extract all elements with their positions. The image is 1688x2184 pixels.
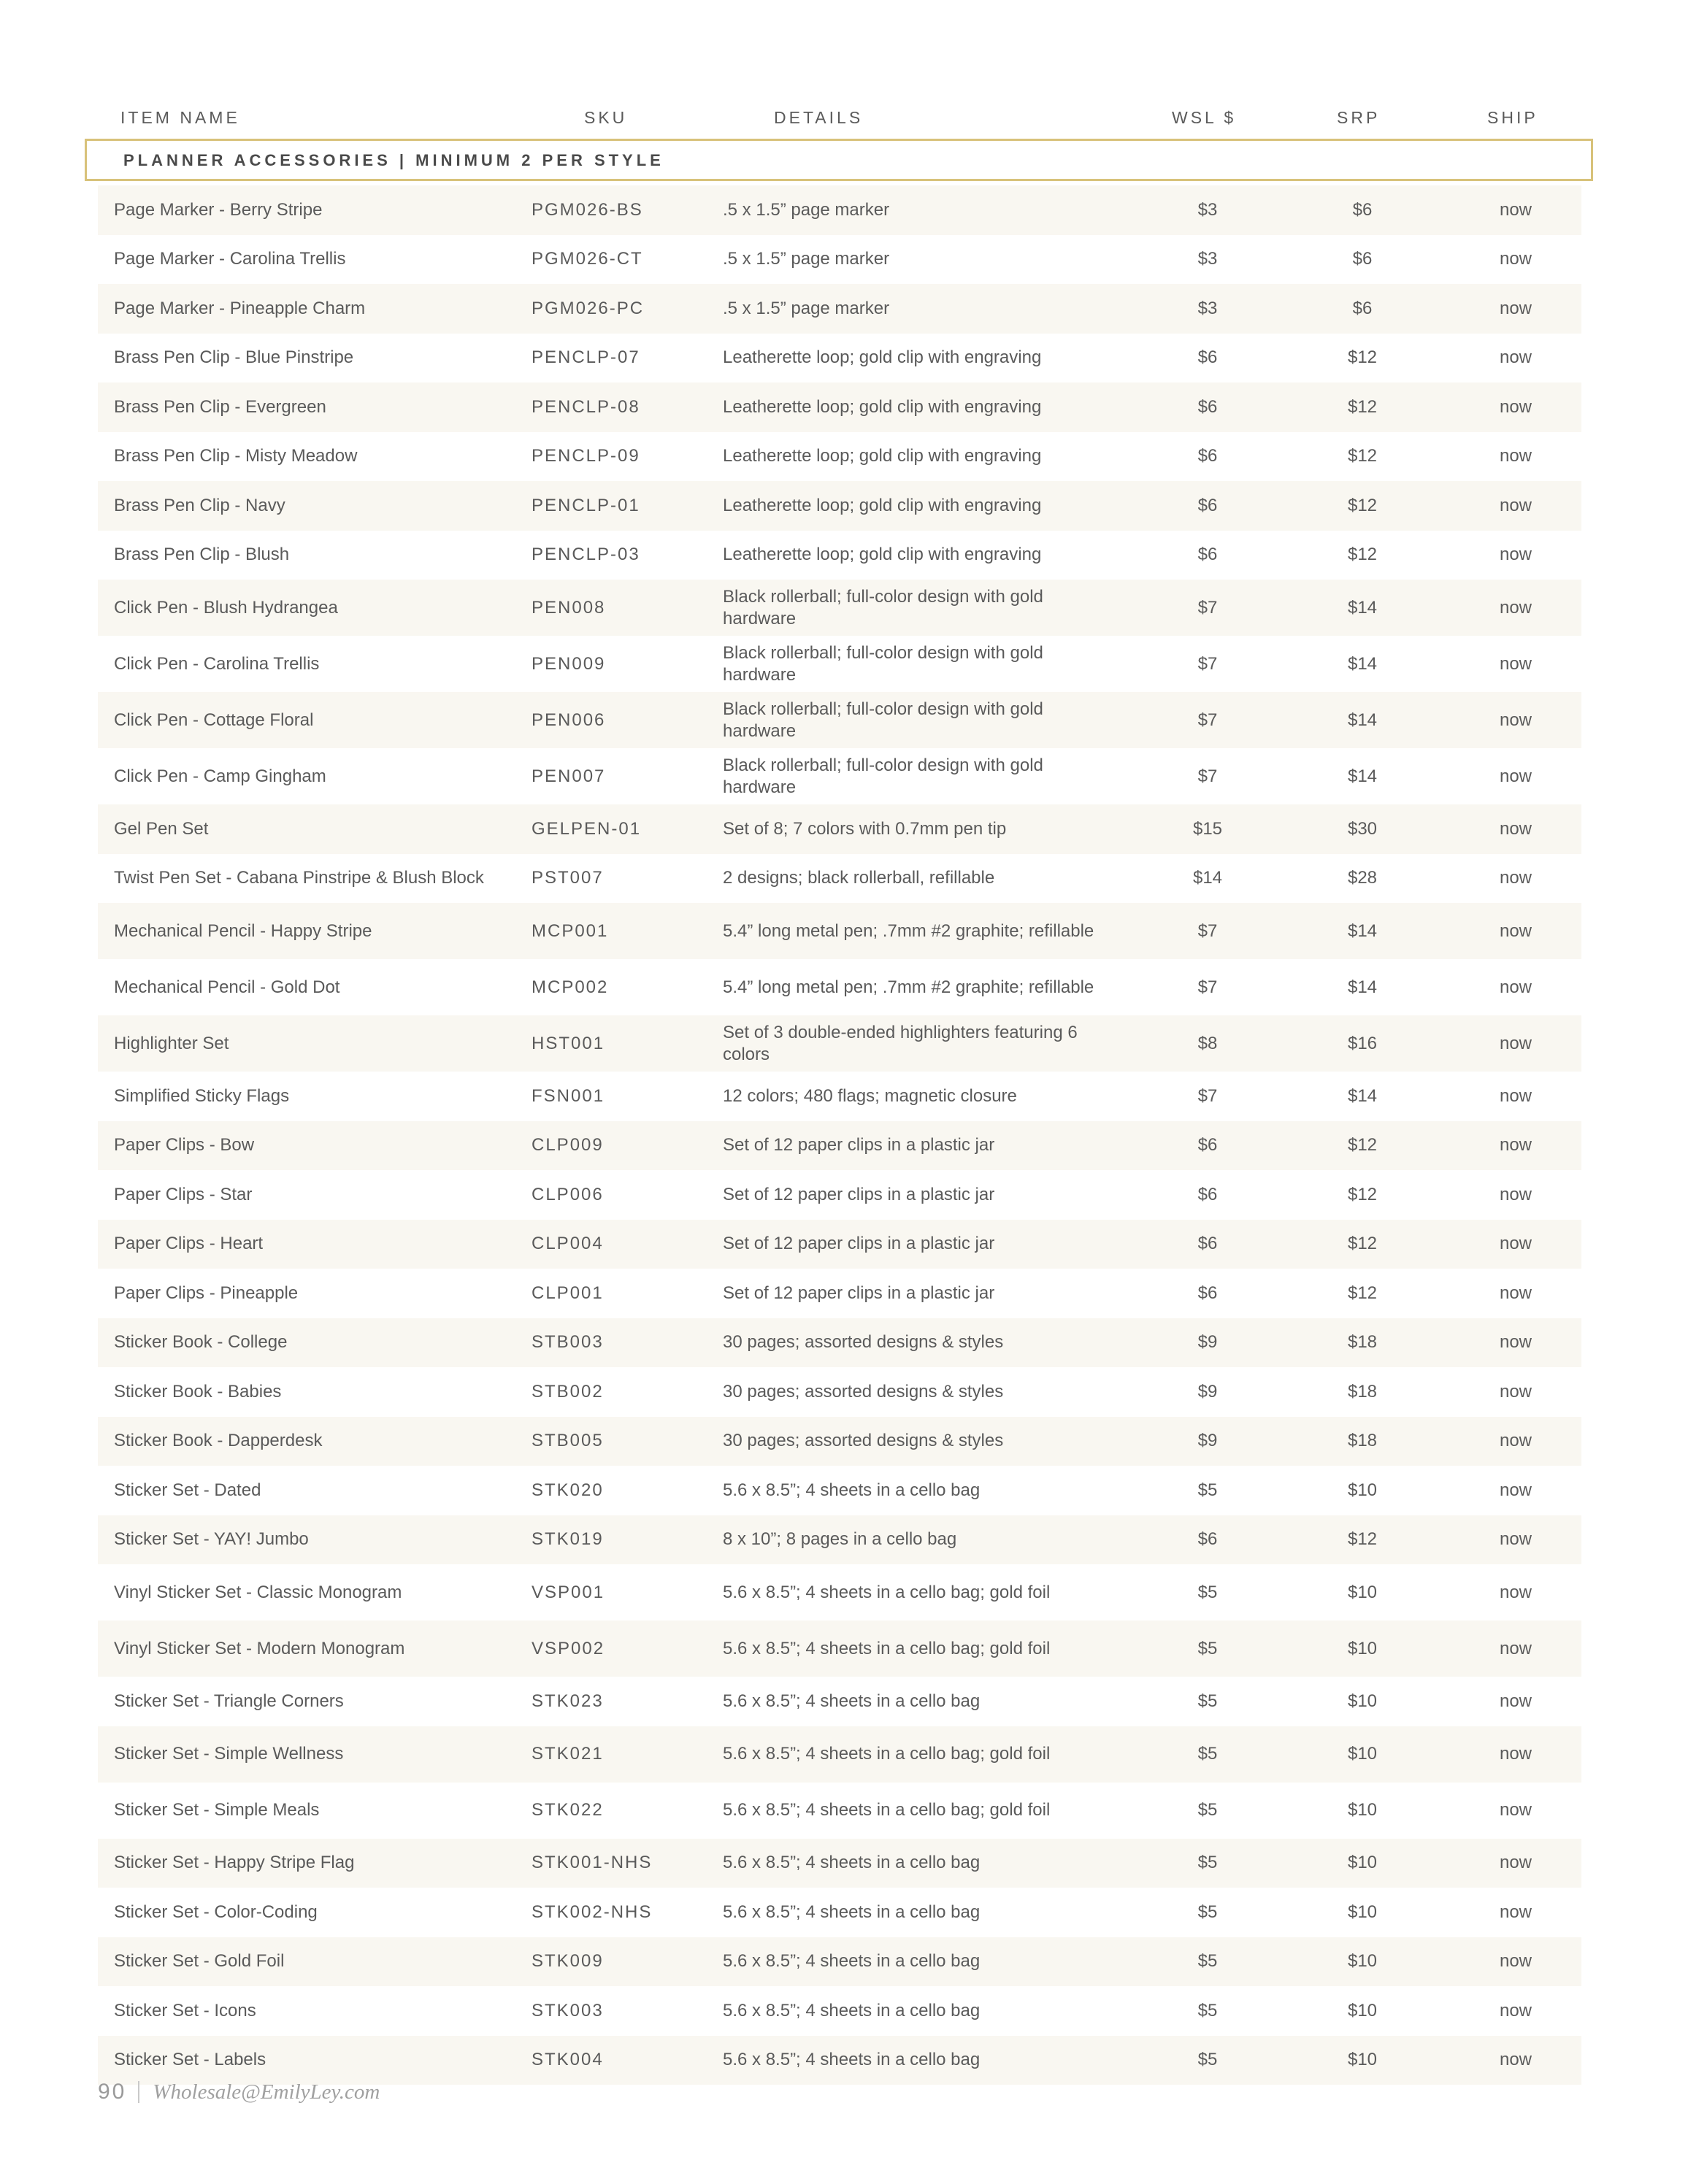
srp-price-cell: $30 xyxy=(1347,818,1378,839)
srp-price-cell: $14 xyxy=(1347,597,1378,618)
sku-cell: PENCLP-09 xyxy=(532,446,640,466)
ship-cell: now xyxy=(1499,1582,1532,1602)
srp-price-cell: $12 xyxy=(1347,347,1378,368)
item-name-cell: Page Marker - Berry Stripe xyxy=(114,199,323,220)
details-cell: 5.6 x 8.5”; 4 sheets in a cello bag; gold foil xyxy=(723,1638,1051,1658)
details-cell: 30 pages; assorted designs & styles xyxy=(723,1431,1004,1451)
details-cell: 5.6 x 8.5”; 4 sheets in a cello bag; gold foil xyxy=(723,1582,1051,1602)
ship-cell: now xyxy=(1499,1638,1532,1658)
srp-price-cell: $12 xyxy=(1347,396,1378,417)
wsl-price-cell: $6 xyxy=(1197,1184,1218,1204)
item-name-cell: Brass Pen Clip - Blue Pinstripe xyxy=(114,347,354,368)
sku-cell: PENCLP-01 xyxy=(532,495,640,515)
item-name-cell: Paper Clips - Pineapple xyxy=(114,1283,299,1303)
table-row xyxy=(98,580,1581,636)
srp-price-cell: $14 xyxy=(1347,653,1378,674)
ship-cell: now xyxy=(1499,347,1532,368)
ship-cell: now xyxy=(1499,199,1532,220)
details-cell: 5.6 x 8.5”; 4 sheets in a cello bag xyxy=(723,1853,981,1873)
wsl-price-cell: $5 xyxy=(1197,2050,1218,2070)
details-cell: 5.6 x 8.5”; 4 sheets in a cello bag xyxy=(723,1902,981,1922)
wsl-price-cell: $6 xyxy=(1197,495,1218,515)
column-header-srp: SRP xyxy=(1337,108,1381,127)
sku-cell: PGM026-BS xyxy=(532,199,643,220)
ship-cell: now xyxy=(1499,920,1532,941)
sku-cell: CLP001 xyxy=(532,1283,604,1303)
srp-price-cell: $18 xyxy=(1347,1381,1378,1401)
table-row xyxy=(98,1515,1581,1565)
sku-cell: HST001 xyxy=(532,1033,605,1053)
item-name-cell: Click Pen - Cottage Floral xyxy=(114,710,314,730)
item-name-cell: Click Pen - Camp Gingham xyxy=(114,766,326,786)
sku-cell: MCP001 xyxy=(532,920,609,941)
table-row xyxy=(98,1170,1581,1220)
column-header-row xyxy=(0,108,1688,137)
sku-cell: PEN007 xyxy=(532,766,606,786)
sku-cell: CLP004 xyxy=(532,1234,604,1254)
srp-price-cell: $14 xyxy=(1347,766,1378,786)
wsl-price-cell: $5 xyxy=(1197,2000,1218,2020)
wsl-price-cell: $3 xyxy=(1197,298,1218,318)
ship-cell: now xyxy=(1499,1691,1532,1711)
details-cell: 5.6 x 8.5”; 4 sheets in a cello bag; gold foil xyxy=(723,1800,1051,1820)
sku-cell: PST007 xyxy=(532,868,604,888)
wsl-price-cell: $6 xyxy=(1197,446,1218,466)
details-cell: 2 designs; black rollerball, refillable xyxy=(723,868,995,888)
item-name-cell: Sticker Set - Icons xyxy=(114,2000,256,2020)
srp-price-cell: $6 xyxy=(1352,298,1373,318)
item-name-cell: Sticker Book - Babies xyxy=(114,1381,282,1401)
details-cell: Leatherette loop; gold clip with engraving xyxy=(723,347,1042,368)
item-name-cell: Paper Clips - Star xyxy=(114,1184,253,1204)
table-row xyxy=(98,1726,1581,1783)
srp-price-cell: $14 xyxy=(1347,1085,1378,1106)
sku-cell: STK023 xyxy=(532,1691,604,1711)
sku-cell: STK021 xyxy=(532,1744,604,1764)
ship-cell: now xyxy=(1499,1744,1532,1764)
srp-price-cell: $18 xyxy=(1347,1332,1378,1353)
wsl-price-cell: $15 xyxy=(1192,818,1223,839)
ship-cell: now xyxy=(1499,545,1532,565)
item-name-cell: Sticker Set - Triangle Corners xyxy=(114,1691,344,1711)
wsl-price-cell: $5 xyxy=(1197,1691,1218,1711)
ship-cell: now xyxy=(1499,1332,1532,1353)
ship-cell: now xyxy=(1499,1800,1532,1820)
section-header-box xyxy=(85,139,1593,181)
table-row xyxy=(98,1888,1581,1937)
table-row xyxy=(98,1466,1581,1515)
table-row xyxy=(98,692,1581,748)
table-row xyxy=(98,1072,1581,1121)
details-cell: Set of 12 paper clips in a plastic jar xyxy=(723,1234,995,1254)
item-name-cell: Sticker Set - Color-Coding xyxy=(114,1902,318,1922)
item-name-cell: Twist Pen Set - Cabana Pinstripe & Blush Block xyxy=(114,868,484,888)
sku-cell: PENCLP-08 xyxy=(532,396,640,417)
sku-cell: STB002 xyxy=(532,1381,604,1401)
srp-price-cell: $10 xyxy=(1347,1691,1378,1711)
wsl-price-cell: $7 xyxy=(1197,920,1218,941)
item-name-cell: Sticker Book - Dapperdesk xyxy=(114,1431,323,1451)
details-cell: .5 x 1.5” page marker xyxy=(723,199,890,220)
wsl-price-cell: $7 xyxy=(1197,710,1218,730)
srp-price-cell: $10 xyxy=(1347,1480,1378,1500)
details-cell: 5.6 x 8.5”; 4 sheets in a cello bag xyxy=(723,1691,981,1711)
table-row xyxy=(98,854,1581,904)
sku-cell: VSP002 xyxy=(532,1638,605,1658)
item-name-cell: Paper Clips - Heart xyxy=(114,1234,264,1254)
footer-divider xyxy=(138,2081,139,2103)
item-name-cell: Highlighter Set xyxy=(114,1033,229,1053)
details-cell: 5.6 x 8.5”; 4 sheets in a cello bag xyxy=(723,2050,981,2070)
table-row xyxy=(98,235,1581,285)
srp-price-cell: $14 xyxy=(1347,710,1378,730)
sku-cell: PENCLP-07 xyxy=(532,347,640,368)
table-row xyxy=(98,1620,1581,1677)
ship-cell: now xyxy=(1499,1135,1532,1156)
table-row xyxy=(98,1783,1581,1839)
item-name-cell: Mechanical Pencil - Happy Stripe xyxy=(114,920,372,941)
ship-cell: now xyxy=(1499,1853,1532,1873)
wsl-price-cell: $6 xyxy=(1197,396,1218,417)
ship-cell: now xyxy=(1499,653,1532,674)
item-name-cell: Sticker Set - Simple Meals xyxy=(114,1800,320,1820)
item-name-cell: Brass Pen Clip - Evergreen xyxy=(114,396,326,417)
sku-cell: PEN009 xyxy=(532,653,606,674)
wsl-price-cell: $5 xyxy=(1197,1902,1218,1922)
srp-price-cell: $10 xyxy=(1347,1744,1378,1764)
table-row xyxy=(98,1839,1581,1888)
column-header-wsl: WSL $ xyxy=(1172,108,1237,127)
wsl-price-cell: $9 xyxy=(1197,1431,1218,1451)
ship-cell: now xyxy=(1499,1085,1532,1106)
sku-cell: STK003 xyxy=(532,2000,604,2020)
item-name-cell: Click Pen - Carolina Trellis xyxy=(114,653,320,674)
table-row xyxy=(98,1318,1581,1368)
wsl-price-cell: $7 xyxy=(1197,1085,1218,1106)
table-row xyxy=(98,804,1581,854)
ship-cell: now xyxy=(1499,1951,1532,1972)
sku-cell: STB005 xyxy=(532,1431,604,1451)
sku-cell: PEN008 xyxy=(532,597,606,618)
item-name-cell: Brass Pen Clip - Blush xyxy=(114,545,290,565)
srp-price-cell: $12 xyxy=(1347,545,1378,565)
wsl-price-cell: $8 xyxy=(1197,1033,1218,1053)
table-row xyxy=(98,1220,1581,1269)
ship-cell: now xyxy=(1499,1184,1532,1204)
srp-price-cell: $10 xyxy=(1347,1800,1378,1820)
table-row xyxy=(98,1564,1581,1620)
table-row xyxy=(98,1121,1581,1171)
srp-price-cell: $10 xyxy=(1347,1951,1378,1972)
section-title: PLANNER ACCESSORIES | MINIMUM 2 PER STYLE xyxy=(123,151,664,169)
sku-cell: CLP006 xyxy=(532,1184,604,1204)
item-name-cell: Paper Clips - Bow xyxy=(114,1135,255,1156)
sku-cell: CLP009 xyxy=(532,1135,604,1156)
wsl-price-cell: $9 xyxy=(1197,1381,1218,1401)
details-cell: 8 x 10”; 8 pages in a cello bag xyxy=(723,1529,957,1550)
table-row xyxy=(98,1015,1581,1072)
details-cell: Black rollerball; full-color design with gold hardware xyxy=(723,699,1043,741)
table-row xyxy=(98,531,1581,580)
item-name-cell: Sticker Set - Happy Stripe Flag xyxy=(114,1853,355,1873)
ship-cell: now xyxy=(1499,710,1532,730)
item-name-cell: Sticker Book - College xyxy=(114,1332,288,1353)
srp-price-cell: $10 xyxy=(1347,1582,1378,1602)
details-cell: Leatherette loop; gold clip with engraving xyxy=(723,446,1042,466)
item-name-cell: Gel Pen Set xyxy=(114,818,209,839)
ship-cell: now xyxy=(1499,1902,1532,1922)
item-name-cell: Sticker Set - Gold Foil xyxy=(114,1951,285,1972)
wsl-price-cell: $6 xyxy=(1197,347,1218,368)
details-cell: .5 x 1.5” page marker xyxy=(723,298,890,318)
sku-cell: PENCLP-03 xyxy=(532,545,640,565)
details-cell: Black rollerball; full-color design with gold hardware xyxy=(723,755,1043,797)
wsl-price-cell: $5 xyxy=(1197,1951,1218,1972)
item-name-cell: Page Marker - Carolina Trellis xyxy=(114,249,346,269)
details-cell: 30 pages; assorted designs & styles xyxy=(723,1332,1004,1353)
ship-cell: now xyxy=(1499,1234,1532,1254)
srp-price-cell: $6 xyxy=(1352,199,1373,220)
ship-cell: now xyxy=(1499,396,1532,417)
ship-cell: now xyxy=(1499,446,1532,466)
srp-price-cell: $12 xyxy=(1347,1529,1378,1550)
srp-price-cell: $10 xyxy=(1347,2050,1378,2070)
wsl-price-cell: $5 xyxy=(1197,1582,1218,1602)
details-cell: Leatherette loop; gold clip with engraving xyxy=(723,495,1042,515)
table-row xyxy=(98,382,1581,432)
srp-price-cell: $14 xyxy=(1347,977,1378,997)
wholesale-email-link[interactable]: Wholesale@EmilyLey.com xyxy=(153,2080,380,2104)
table-row xyxy=(98,1269,1581,1318)
item-name-cell: Vinyl Sticker Set - Modern Monogram xyxy=(114,1638,405,1658)
table-row xyxy=(98,1367,1581,1417)
ship-cell: now xyxy=(1499,818,1532,839)
wsl-price-cell: $9 xyxy=(1197,1332,1218,1353)
ship-cell: now xyxy=(1499,2000,1532,2020)
table-row xyxy=(98,748,1581,804)
ship-cell: now xyxy=(1499,249,1532,269)
item-name-cell: Sticker Set - YAY! Jumbo xyxy=(114,1529,309,1550)
wsl-price-cell: $5 xyxy=(1197,1744,1218,1764)
sku-cell: STK002-NHS xyxy=(532,1902,653,1922)
srp-price-cell: $18 xyxy=(1347,1431,1378,1451)
table-row xyxy=(98,432,1581,482)
details-cell: Set of 8; 7 colors with 0.7mm pen tip xyxy=(723,818,1007,839)
srp-price-cell: $12 xyxy=(1347,1234,1378,1254)
details-cell: .5 x 1.5” page marker xyxy=(723,249,890,269)
wsl-price-cell: $6 xyxy=(1197,1234,1218,1254)
details-cell: 5.4” long metal pen; .7mm #2 graphite; refillable xyxy=(723,920,1094,941)
page-number: 90 xyxy=(98,2080,127,2104)
ship-cell: now xyxy=(1499,977,1532,997)
sku-cell: STK019 xyxy=(532,1529,604,1550)
item-name-cell: Mechanical Pencil - Gold Dot xyxy=(114,977,340,997)
column-header-item-name: ITEM NAME xyxy=(120,108,240,127)
ship-cell: now xyxy=(1499,1480,1532,1500)
table-row xyxy=(98,1677,1581,1726)
wsl-price-cell: $5 xyxy=(1197,1638,1218,1658)
details-cell: 12 colors; 480 flags; magnetic closure xyxy=(723,1085,1017,1106)
sku-cell: PEN006 xyxy=(532,710,606,730)
details-cell: 5.6 x 8.5”; 4 sheets in a cello bag xyxy=(723,1951,981,1972)
ship-cell: now xyxy=(1499,766,1532,786)
sku-cell: STK020 xyxy=(532,1480,604,1500)
wsl-price-cell: $6 xyxy=(1197,1529,1218,1550)
wsl-price-cell: $6 xyxy=(1197,1283,1218,1303)
srp-price-cell: $10 xyxy=(1347,1638,1378,1658)
table-row xyxy=(98,959,1581,1015)
details-cell: 5.6 x 8.5”; 4 sheets in a cello bag xyxy=(723,1480,981,1500)
ship-cell: now xyxy=(1499,1033,1532,1053)
wsl-price-cell: $6 xyxy=(1197,1135,1218,1156)
srp-price-cell: $14 xyxy=(1347,920,1378,941)
srp-price-cell: $12 xyxy=(1347,1184,1378,1204)
item-name-cell: Sticker Set - Simple Wellness xyxy=(114,1744,344,1764)
product-table xyxy=(98,185,1581,2085)
item-name-cell: Click Pen - Blush Hydrangea xyxy=(114,597,338,618)
wsl-price-cell: $5 xyxy=(1197,1800,1218,1820)
table-row xyxy=(98,903,1581,959)
srp-price-cell: $16 xyxy=(1347,1033,1378,1053)
item-name-cell: Brass Pen Clip - Navy xyxy=(114,495,285,515)
sku-cell: STK001-NHS xyxy=(532,1853,653,1873)
sku-cell: STK004 xyxy=(532,2050,604,2070)
footer xyxy=(98,2077,380,2107)
details-cell: Set of 12 paper clips in a plastic jar xyxy=(723,1283,995,1303)
srp-price-cell: $12 xyxy=(1347,1283,1378,1303)
wsl-price-cell: $6 xyxy=(1197,545,1218,565)
wsl-price-cell: $7 xyxy=(1197,977,1218,997)
srp-price-cell: $28 xyxy=(1347,868,1378,888)
table-row xyxy=(98,334,1581,383)
table-row xyxy=(98,636,1581,692)
wsl-price-cell: $7 xyxy=(1197,597,1218,618)
sku-cell: STK009 xyxy=(532,1951,604,1972)
srp-price-cell: $10 xyxy=(1347,1853,1378,1873)
column-header-details: DETAILS xyxy=(774,108,864,127)
sku-cell: VSP001 xyxy=(532,1582,605,1602)
details-cell: 5.6 x 8.5”; 4 sheets in a cello bag xyxy=(723,2000,981,2020)
wsl-price-cell: $5 xyxy=(1197,1853,1218,1873)
ship-cell: now xyxy=(1499,495,1532,515)
column-header-sku: SKU xyxy=(584,108,628,127)
item-name-cell: Brass Pen Clip - Misty Meadow xyxy=(114,446,358,466)
details-cell: 30 pages; assorted designs & styles xyxy=(723,1381,1004,1401)
wsl-price-cell: $5 xyxy=(1197,1480,1218,1500)
details-cell: 5.4” long metal pen; .7mm #2 graphite; refillable xyxy=(723,977,1094,997)
table-row xyxy=(98,185,1581,235)
sku-cell: STK022 xyxy=(532,1800,604,1820)
sku-cell: FSN001 xyxy=(532,1085,605,1106)
item-name-cell: Sticker Set - Dated xyxy=(114,1480,261,1500)
details-cell: Leatherette loop; gold clip with engraving xyxy=(723,545,1042,565)
srp-price-cell: $12 xyxy=(1347,495,1378,515)
details-cell: Set of 12 paper clips in a plastic jar xyxy=(723,1184,995,1204)
table-row xyxy=(98,1937,1581,1987)
item-name-cell: Page Marker - Pineapple Charm xyxy=(114,298,366,318)
wsl-price-cell: $3 xyxy=(1197,249,1218,269)
ship-cell: now xyxy=(1499,298,1532,318)
details-cell: Leatherette loop; gold clip with engraving xyxy=(723,396,1042,417)
sku-cell: MCP002 xyxy=(532,977,609,997)
column-header-ship: SHIP xyxy=(1487,108,1538,127)
item-name-cell: Vinyl Sticker Set - Classic Monogram xyxy=(114,1582,402,1602)
sku-cell: GELPEN-01 xyxy=(532,818,642,839)
details-cell: Black rollerball; full-color design with gold hardware xyxy=(723,586,1043,628)
item-name-cell: Sticker Set - Labels xyxy=(114,2050,266,2070)
wsl-price-cell: $3 xyxy=(1197,199,1218,220)
details-cell: Set of 3 double-ended highlighters featuring 6 colors xyxy=(723,1022,1078,1064)
srp-price-cell: $6 xyxy=(1352,249,1373,269)
item-name-cell: Simplified Sticky Flags xyxy=(114,1085,290,1106)
srp-price-cell: $10 xyxy=(1347,1902,1378,1922)
wsl-price-cell: $14 xyxy=(1192,868,1223,888)
sku-cell: PGM026-PC xyxy=(532,298,645,318)
wsl-price-cell: $7 xyxy=(1197,766,1218,786)
srp-price-cell: $12 xyxy=(1347,446,1378,466)
table-row xyxy=(98,481,1581,531)
wsl-price-cell: $7 xyxy=(1197,653,1218,674)
srp-price-cell: $12 xyxy=(1347,1135,1378,1156)
details-cell: 5.6 x 8.5”; 4 sheets in a cello bag; gold foil xyxy=(723,1744,1051,1764)
table-row xyxy=(98,284,1581,334)
details-cell: Black rollerball; full-color design with gold hardware xyxy=(723,642,1043,685)
details-cell: Set of 12 paper clips in a plastic jar xyxy=(723,1135,995,1156)
table-row xyxy=(98,1986,1581,2036)
sku-cell: PGM026-CT xyxy=(532,249,643,269)
ship-cell: now xyxy=(1499,868,1532,888)
sku-cell: STB003 xyxy=(532,1332,604,1353)
ship-cell: now xyxy=(1499,1283,1532,1303)
ship-cell: now xyxy=(1499,1431,1532,1451)
ship-cell: now xyxy=(1499,1529,1532,1550)
ship-cell: now xyxy=(1499,2050,1532,2070)
ship-cell: now xyxy=(1499,1381,1532,1401)
srp-price-cell: $10 xyxy=(1347,2000,1378,2020)
ship-cell: now xyxy=(1499,597,1532,618)
table-row xyxy=(98,1417,1581,1466)
